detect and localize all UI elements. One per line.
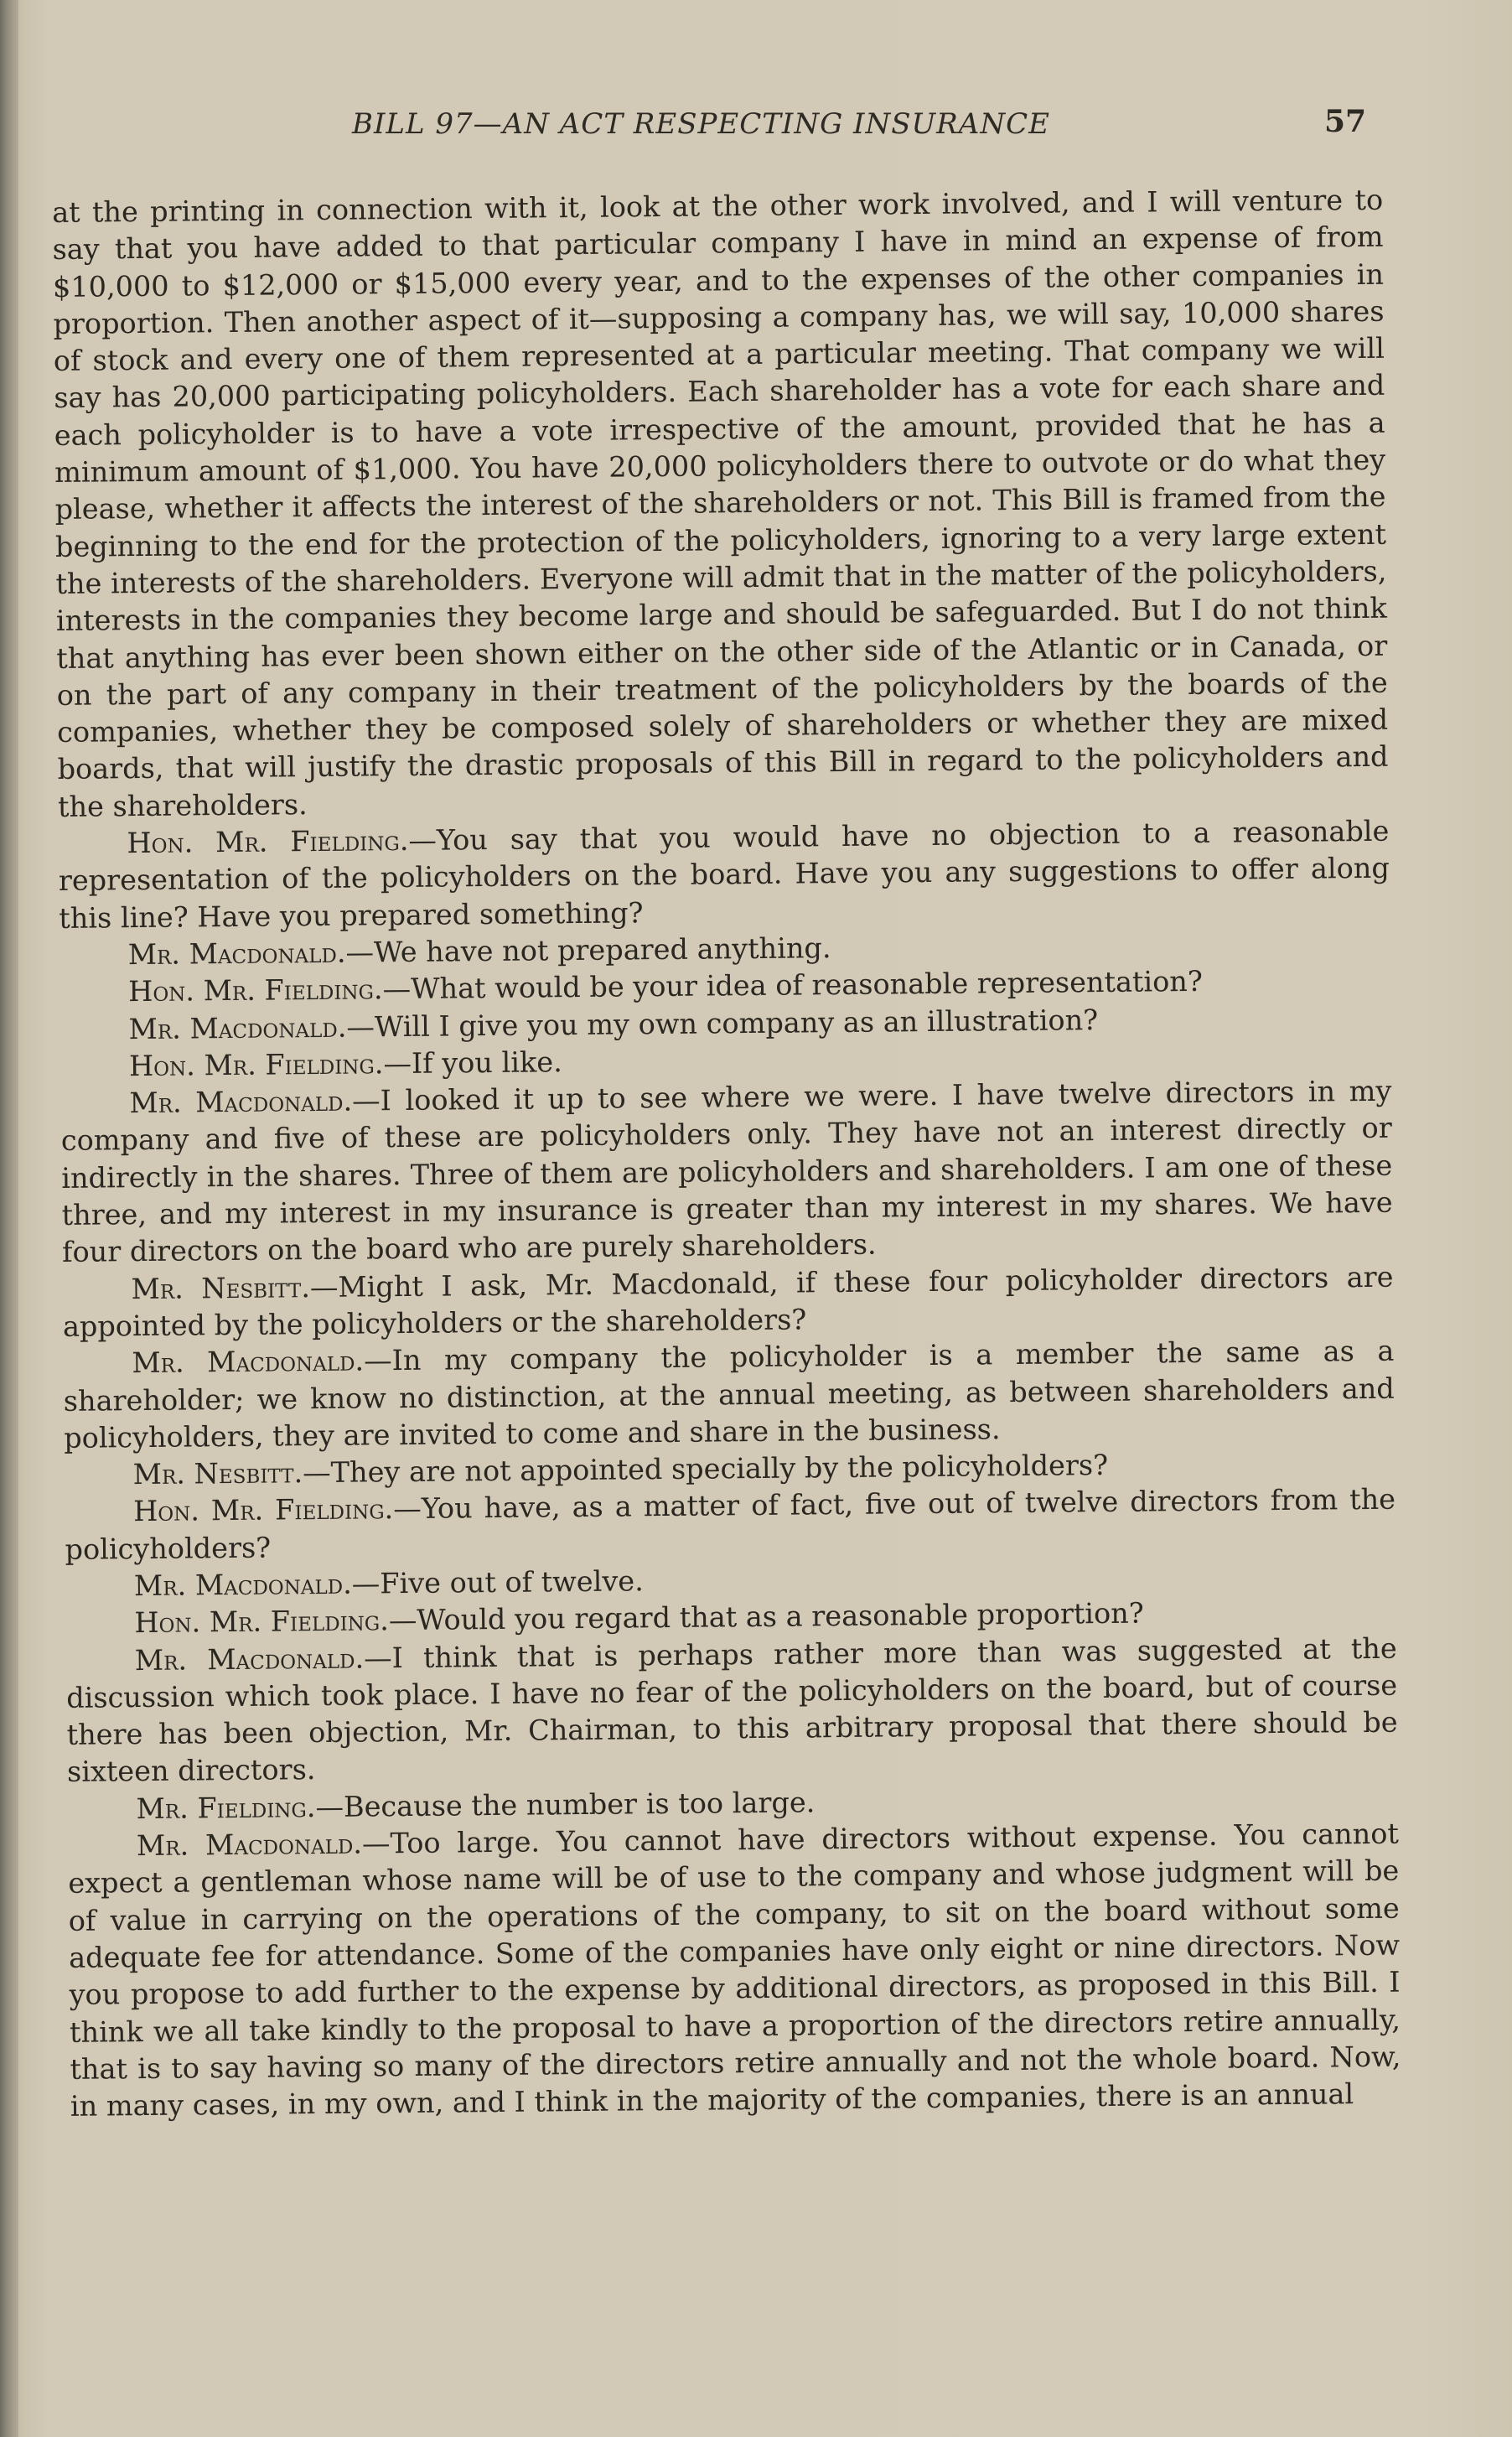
speech-text: —Because the number is too large. xyxy=(315,1786,816,1823)
speaker-name: Mr. Macdonald. xyxy=(134,1641,365,1677)
speaker-name: Mr. Macdonald. xyxy=(133,1567,352,1603)
dialogue-paragraph xyxy=(68,1816,1401,2126)
speech-text: —You have, as a matter of fact, five out of twelve directors from the policyholders? xyxy=(65,1483,1396,1566)
speaker-name: Mr. Macdonald. xyxy=(132,1344,365,1380)
body-text xyxy=(52,182,1401,2126)
speech-text: —Will I give you my own company as an illustration? xyxy=(346,1003,1099,1044)
speech-text: —Too large. You cannot have directors without expense. You cannot expect a gentleman whose name will be of use to the company and whose judgment will be of value in carrying on the operations of the company, to sit on the board without some adequate fee for attendance. Some of the companies have only eight or nine directors. Now you propose to add further to the expense by additional directors, as proposed in this Bill. I think we all take kindly to the proposal to have a proportion of the directors retire annually, that is to say having so many of the directors retire annually and not the whole board. Now, in many cases, in my own, and I think in the majority of the companies, there is an annual xyxy=(68,1817,1401,2123)
dialogue-paragraph xyxy=(62,1258,1394,1346)
speaker-name: Hon. Mr. Fielding. xyxy=(132,1492,394,1528)
speech-text: —What would be your idea of reasonable representation? xyxy=(382,965,1204,1006)
speaker-name: Mr. Macdonald. xyxy=(129,1084,353,1120)
speaker-name: Hon. Mr. Fielding. xyxy=(127,972,383,1009)
running-title: BILL 97—AN ACT RESPECTING INSURANCE xyxy=(352,107,1050,141)
dialogue-paragraph xyxy=(65,1481,1396,1568)
speech-text: —In my company the policyholder is a member the same as a shareholder; we know no distinction, at the annual meeting, as between shareholders and policyholders, they are invited to come and share in the business. xyxy=(63,1334,1395,1454)
speaker-name: Hon. Mr. Fielding. xyxy=(128,1047,384,1082)
speech-text: —I think that is perhaps rather more than was suggested at the discussion which took place. I have no fear of the policyholders on the board, but of course there has been objection, Mr. Chairman, to this arbitrary proposal that there should be sixteen directors. xyxy=(66,1631,1398,1789)
speaker-name: Mr. Macdonald. xyxy=(128,1010,347,1045)
speaker-name: Mr. Nesbitt. xyxy=(131,1270,311,1305)
speech-text: —You say that you would have no objection to a reasonable representation of the policyholders on the board. Have you any suggestions to offer along this line? Have you prepared something? xyxy=(58,814,1390,935)
speaker-name: Hon. Mr. Fielding. xyxy=(127,823,409,860)
speech-text: —Five out of twelve. xyxy=(351,1564,644,1600)
speaker-name: Mr. Macdonald. xyxy=(136,1827,363,1863)
speech-text: —I looked it up to see where we were. I have twelve directors in my company and five of these are policyholders only. They have not an interest directly or indirectly in the shares. Three of them are policyholders and shareholders. I am one of these three, and my interest in my insurance is greater than my interest in my shares. We have four directors on the board who are purely shareholders. xyxy=(60,1074,1393,1269)
speech-text: —We have not prepared anything. xyxy=(345,931,831,969)
paragraph-continuation xyxy=(52,182,1389,826)
speech-text: —They are not appointed specially by the policyholders? xyxy=(302,1449,1109,1490)
page-number: 57 xyxy=(1324,104,1367,139)
speaker-name: Mr. Fielding. xyxy=(136,1790,316,1825)
speech-text: —If you like. xyxy=(383,1045,562,1081)
dialogue-paragraph xyxy=(63,1333,1395,1457)
dialogue-paragraph xyxy=(60,1073,1393,1272)
page-header xyxy=(50,104,1367,158)
speaker-name: Mr. Macdonald. xyxy=(127,936,346,972)
paragraph-text: at the printing in connection with it, look at the other work involved, and I will venture to say that you have added to that particular company I have in mind an expense of from $10,000 to $12,000 or $15,000 every year, and to the expenses of the other companies in proportion. Then another aspect of it—supposing a company has, we will say, 10,000 shares of stock and every one of them represented at a particular meeting. That company we will say has 20,000 participating policyholders. Each shareholder has a vote for each share and each policyholder is to have a vote irrespective of the amount, provided that he has a minimum amount of $1,000. You have 20,000 policyholders there to outvote or do what they please, whether it affects the interest of the shareholders or not. This Bill is framed from the beginning to the end for the protection of the policyholders, ignoring to a very large extent the interests of the shareholders. Everyone will admit that in the matter of the policyholders, interests in the companies they become large and should be safeguarded. But I do not think that anything has ever been shown either on the other side of the Atlantic or in Canada, or on the part of any company in their treatment of the policyholders by the boards of the companies, whether they be composed solely of shareholders or whether they are mixed boards, that will justify the drastic proposals of this Bill in regard to the policyholders and the shareholders. xyxy=(52,183,1389,823)
speech-text: —Would you regard that as a reasonable proportion? xyxy=(388,1596,1144,1637)
dialogue-paragraph xyxy=(58,813,1390,937)
speaker-name: Hon. Mr. Fielding. xyxy=(134,1604,390,1640)
book-binding-edge xyxy=(0,0,18,2437)
speech-text: —Might I ask, Mr. Macdonald, if these four policyholder directors are appointed by the policyholders or the shareholders? xyxy=(62,1260,1394,1343)
dialogue-paragraph xyxy=(66,1630,1399,1791)
speaker-name: Mr. Nesbitt. xyxy=(132,1456,303,1491)
